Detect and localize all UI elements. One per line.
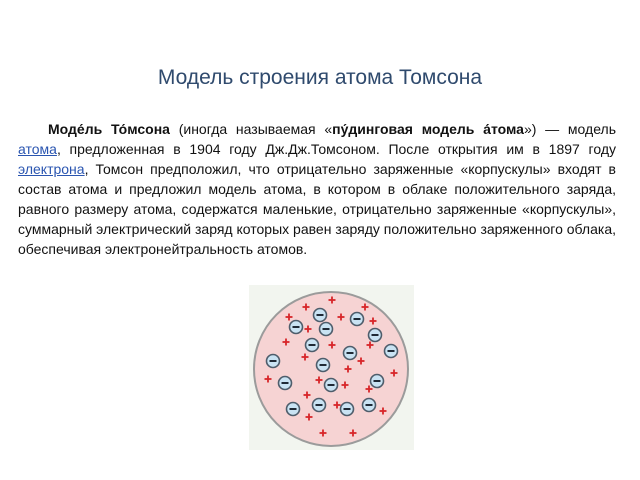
electron-icon xyxy=(267,355,280,368)
thomson-model-figure xyxy=(249,285,414,450)
text-part-3: , Томсон предположил, что отрицательно заряженные «корпускулы» входят в состав атома и предложил модель атома, в котором в облаке положительного заряда, равного размеру атома, содержатся маленькие, отрицательно заряженные «корпускулы», суммарный электрический заряд которых равен заряду положительно заряженного облака, обеспечивая электронейтральность атомов. xyxy=(18,161,616,257)
electron-icon xyxy=(290,321,303,334)
electron-icon xyxy=(320,323,333,336)
electron-icon xyxy=(306,339,319,352)
paren-close-text: ») — модель xyxy=(523,121,616,137)
slide-title: Модель строения атома Томсона xyxy=(157,66,483,89)
term-plum-pudding: пу́динговая модель а́тома xyxy=(332,121,524,137)
electron-icon xyxy=(314,309,327,322)
positive-charge-cloud xyxy=(254,292,408,446)
electron-icon xyxy=(287,403,300,416)
link-atom[interactable]: атома xyxy=(18,141,57,157)
electron-icon xyxy=(317,359,330,372)
description-paragraph xyxy=(18,119,616,259)
electron-icon xyxy=(351,313,364,326)
electron-icon xyxy=(363,399,376,412)
electron-icon xyxy=(344,347,357,360)
electron-icon xyxy=(341,403,354,416)
electron-icon xyxy=(313,399,326,412)
text-part-2: , предложенная в 1904 году Дж.Дж.Томсоном. После открытия им в 1897 году xyxy=(56,141,616,157)
paren-open-text: (иногда называемая « xyxy=(169,121,333,137)
electron-icon xyxy=(369,329,382,342)
link-electron[interactable]: электрона xyxy=(18,161,85,177)
electron-icon xyxy=(325,379,338,392)
atom-diagram xyxy=(249,285,414,450)
electron-icon xyxy=(385,345,398,358)
electron-icon xyxy=(371,375,384,388)
term-thomson-model: Моде́ль То́мсона xyxy=(48,121,170,137)
electron-icon xyxy=(279,377,292,390)
